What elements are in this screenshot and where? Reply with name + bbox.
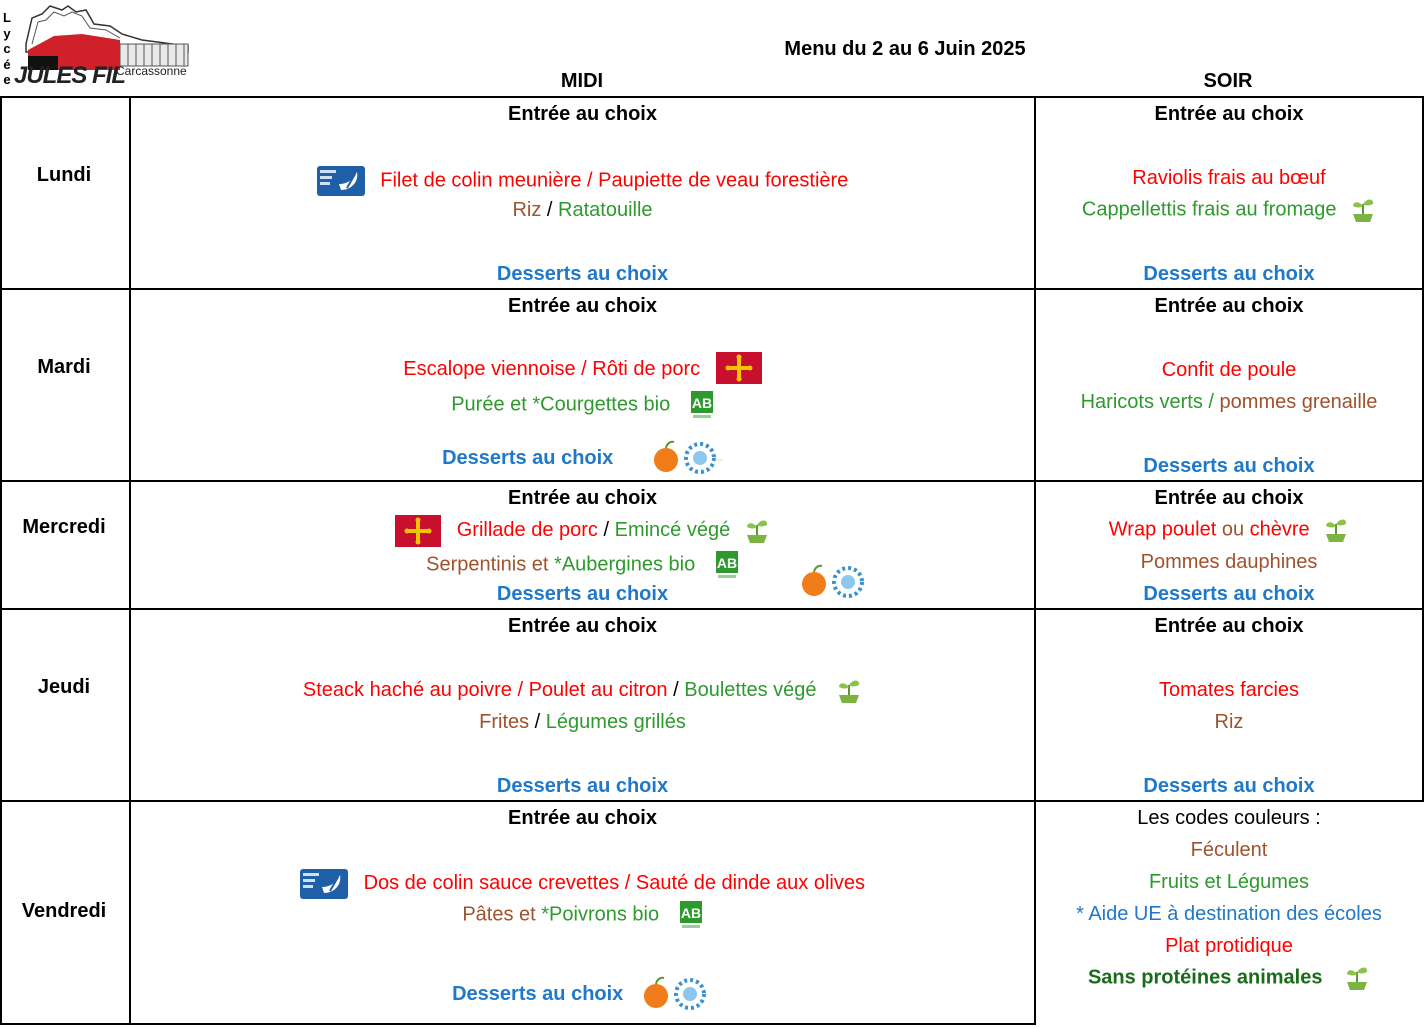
plat-line [131,166,1034,196]
vendredi-midi-cell [131,802,1034,1023]
plat-principal: Escalope viennoise [403,358,576,380]
plat-line [131,514,1034,547]
entree: Entrée au choix [508,295,657,317]
plat-principal: Confit de poule [1161,359,1297,381]
msc-label-icon [300,869,348,899]
separator: / [529,711,546,733]
legume: Purée et *Courgettes bio [451,393,671,416]
separator: / [597,519,615,541]
plat-alternatif: Poulet au citron [528,679,668,701]
entree: Entrée au choix [1154,103,1304,125]
logo-letter: L [3,10,11,25]
day-mercredi: Mercredi [22,516,106,538]
feculent: Riz [512,199,542,221]
conjunction: ou [1216,518,1250,541]
desserts: Desserts au choix [1143,263,1315,285]
accompagnement-line [131,550,1034,580]
msc-label-icon [317,166,365,196]
separator: / [667,679,685,701]
plant-sprout-icon [836,677,862,705]
separator: / [541,199,559,221]
day-vendredi: Vendredi [21,900,107,922]
legend-plat-protidique: Plat protidique [1165,935,1293,957]
plat-vegetarien: Boulettes végé [684,679,817,701]
legend-aide-ue: * Aide UE à destination des écoles [1076,903,1382,925]
feculent: Frites [479,711,530,733]
ab-organic-icon [679,900,703,930]
legume: Légumes grillés [545,711,686,733]
plat-alternatif: Sauté de dinde aux olives [635,872,865,894]
plant-sprout-icon [1323,516,1349,544]
legend-sans-proteines: Sans protéines animales [1087,966,1323,989]
occitanie-cross-icon [716,352,762,384]
separator: / [1202,391,1220,413]
plat-alternatif: Rôti de porc [592,358,701,380]
legend-title: Les codes couleurs : [1137,807,1321,829]
logo-side-letters [1,10,13,88]
plat-vegetarien-line [1036,196,1422,224]
desserts-line [131,974,1034,1014]
legume: Haricots verts [1080,391,1203,413]
svg-text:AB: AB [680,905,701,921]
logo-name: JULES FIL [14,62,126,89]
accompagnement-line [131,198,1034,222]
entree: Entrée au choix [508,615,657,637]
desserts-line [131,438,1034,478]
accompagnement-line [131,710,1034,734]
legume: *Aubergines bio [554,553,696,576]
ab-organic-icon [715,550,739,580]
desserts: Desserts au choix [442,447,614,469]
logo-letter: y [3,25,11,41]
legume: *Poivrons bio [541,903,660,926]
legend-sans-proteines-line [1036,964,1422,992]
accompagnement-line [131,390,1034,420]
table-border-right [1422,96,1424,802]
occitanie-cross-icon [395,515,441,547]
legume: Ratatouille [558,199,653,221]
desserts: Desserts au choix [1143,775,1315,797]
plat-principal: Dos de colin sauce crevettes [363,872,620,894]
jeudi-soir-cell [1036,610,1422,800]
feculent: Riz [1214,711,1244,733]
entree: Entrée au choix [508,807,657,829]
mercredi-soir-cell [1036,482,1422,608]
jeudi-midi-cell [131,610,1034,800]
table-border-left [0,96,2,1025]
desserts: Desserts au choix [452,983,624,1005]
feculent: Serpentinis et [426,553,555,576]
lundi-midi-cell [131,98,1034,288]
feculent: Pommes dauphines [1140,551,1318,573]
plat-principal: Grillade de porc [456,519,598,541]
logo-city: Carcassonne [116,64,187,78]
day-mardi: Mardi [37,356,91,378]
desserts: Desserts au choix [496,775,669,797]
mercredi-midi-cell [131,482,1034,608]
separator: / [575,358,593,380]
separator: / [511,679,529,701]
feculent: pommes grenaille [1219,391,1378,413]
plant-sprout-icon [1350,196,1376,224]
column-header-soir: SOIR [1203,70,1253,92]
plat-principal: Wrap poulet [1108,518,1217,541]
lundi-soir-cell [1036,98,1422,288]
logo-letter: c [3,41,11,56]
plat-principal: Filet de colin meunière [380,169,582,192]
table-border-bottom [0,1023,1036,1025]
page-title: Menu du 2 au 6 Juin 2025 [784,38,1026,60]
day-jeudi: Jeudi [37,676,91,698]
svg-text:AB: AB [691,395,712,411]
plat-alternatif: Paupiette de veau forestière [598,169,849,192]
plat-principal: Steack haché au poivre [302,679,512,701]
plat-line [131,352,1034,386]
plat-vegetarien: Cappellettis frais au fromage [1081,198,1337,221]
plant-sprout-icon [744,517,770,545]
school-fruit-program-icon [653,438,723,478]
logo-letter: e [3,72,11,87]
desserts: Desserts au choix [496,583,669,605]
legend-fruits-legumes: Fruits et Légumes [1148,871,1310,893]
column-header-midi: MIDI [560,70,604,92]
accompagnement-line [1036,390,1422,414]
feculent: Pâtes et [462,903,542,926]
plant-sprout-icon [1344,964,1370,992]
color-legend [1036,804,1422,1024]
entree: Entrée au choix [1154,487,1304,509]
plat-line [131,868,1034,899]
plat-line [131,674,1034,706]
school-fruit-program-icon [643,974,713,1014]
desserts: Desserts au choix [1143,583,1315,605]
legend-feculent: Féculent [1190,839,1268,861]
entree: Entrée au choix [1154,295,1304,317]
plat-line [1036,516,1422,544]
plat-alternatif: chèvre [1249,518,1310,541]
plat-principal: Tomates farcies [1158,679,1300,701]
ab-organic-icon [690,390,714,420]
logo-letter: é [3,56,11,72]
separator: / [581,169,599,192]
entree: Entrée au choix [508,487,657,509]
svg-text:AB: AB [716,555,737,571]
plat-principal: Raviolis frais au bœuf [1132,167,1326,189]
separator: / [619,872,636,894]
day-lundi: Lundi [36,164,92,186]
entree: Entrée au choix [1154,615,1304,637]
entree: Entrée au choix [508,103,657,125]
accompagnement-line [131,900,1034,930]
mardi-midi-cell [131,290,1034,480]
mardi-soir-cell [1036,290,1422,480]
desserts: Desserts au choix [496,263,669,285]
plat-vegetarien: Emincé végé [614,519,731,541]
desserts: Desserts au choix [1143,455,1315,477]
